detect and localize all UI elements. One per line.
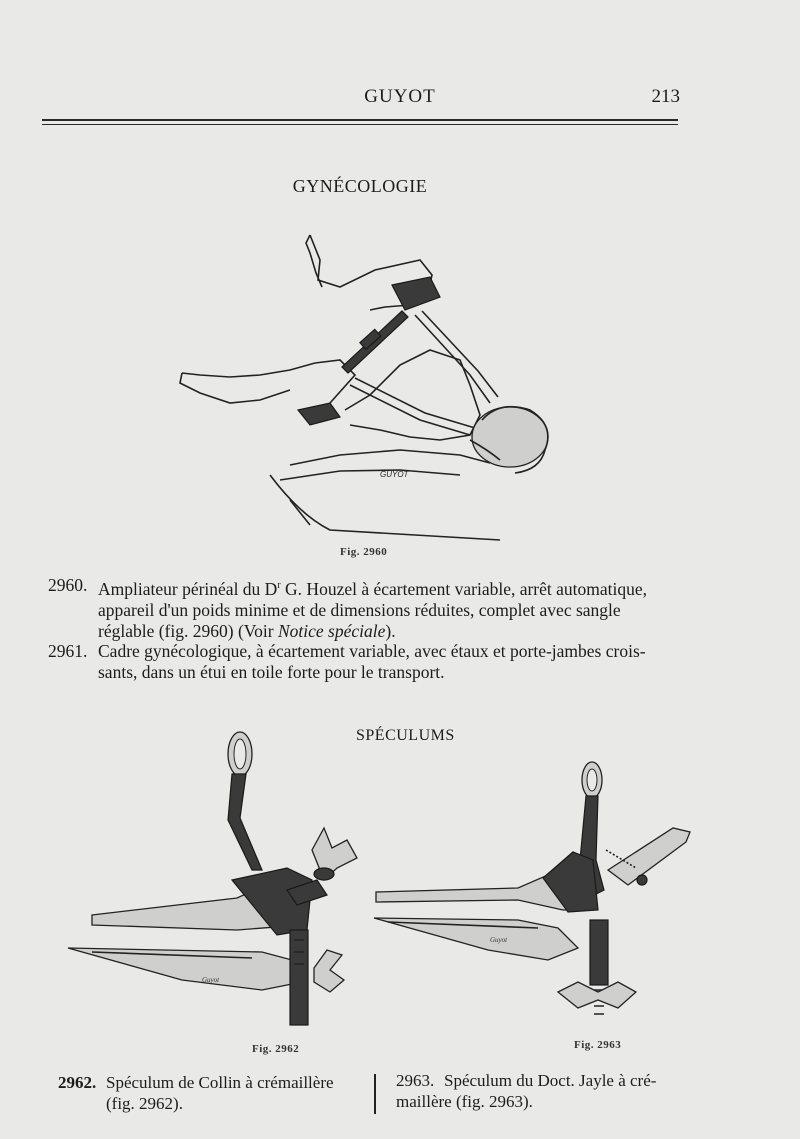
- entry-line: appareil d'un poids minime et de dimensions réduites, complet avec sangle: [98, 599, 621, 620]
- italic-text: Notice spéciale: [277, 620, 386, 641]
- entry-number: 2961.: [48, 641, 88, 661]
- entry-2963: [396, 1070, 696, 1112]
- entry-line: sants, dans un étui en toile forte pour le transport.: [98, 662, 445, 682]
- entry-line: maillère (fig. 2963).: [396, 1092, 533, 1111]
- entry-line: (fig. 2962).: [106, 1094, 183, 1113]
- entry-line: [98, 621, 690, 642]
- header-rule-bottom: [42, 124, 678, 125]
- superscript: r: [277, 580, 281, 591]
- figure-2960-caption: Fig. 2960: [340, 546, 388, 558]
- figure-2960-illustration: [170, 225, 570, 545]
- column-divider: [374, 1074, 376, 1114]
- entry-line: Spéculum du Doct. Jayle à cré-: [444, 1071, 657, 1090]
- header-rule-top: [42, 119, 678, 121]
- entry-line: [98, 575, 690, 600]
- figure-2963-caption: Fig. 2963: [574, 1039, 622, 1051]
- entry-number: 2963.: [396, 1071, 435, 1090]
- figure-2962-illustration: [62, 730, 372, 1040]
- engraved-maker-mark: Guyot: [202, 976, 220, 984]
- entry-line: Spéculum de Collin à crémaillère: [106, 1073, 334, 1092]
- section-title-speculums: SPÉCULUMS: [356, 727, 455, 744]
- figure-2962-caption: Fig. 2962: [252, 1043, 300, 1055]
- engraved-maker-mark: Guyot: [490, 936, 508, 944]
- entry-number: 2960.: [48, 575, 88, 595]
- entry-2961: [48, 641, 690, 683]
- figure-2963-illustration: [368, 760, 703, 1035]
- figure-2960-engraved-label: GUYOT: [380, 470, 409, 479]
- entry-2962: [58, 1072, 368, 1114]
- text-run: Ampliateur périnéal du D: [98, 578, 278, 599]
- entry-2960: [48, 575, 690, 642]
- section-title-gynecologie: GYNÉCOLOGIE: [292, 176, 428, 196]
- entry-line: Cadre gynécologique, à écartement variable, avec étaux et porte-jambes crois-: [98, 641, 646, 661]
- running-header-title: GUYOT: [364, 86, 436, 107]
- page-number: 213: [651, 86, 680, 107]
- entry-number: 2962.: [58, 1073, 97, 1092]
- text-run: ).: [385, 620, 396, 641]
- text-run: G. Houzel à écartement variable, arrêt automatique,: [280, 578, 648, 599]
- text-run: réglable (fig. 2960) (Voir: [98, 620, 278, 641]
